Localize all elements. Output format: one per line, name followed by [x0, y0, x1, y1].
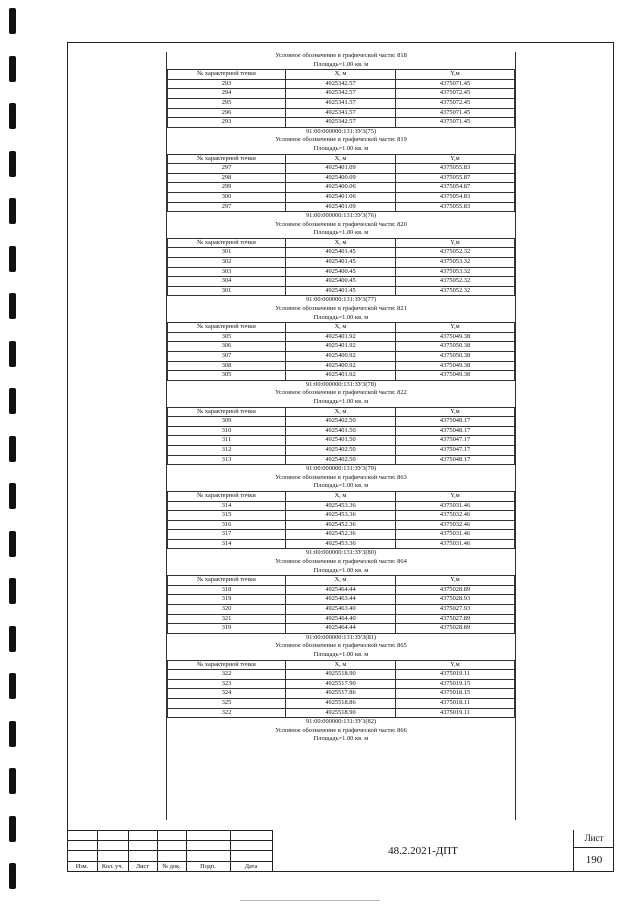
table-row: [168, 342, 515, 352]
point-number: 320: [168, 605, 286, 615]
table-row: [168, 98, 515, 108]
header-x: X, м: [286, 70, 396, 80]
x-coordinate: 4925518.90: [286, 708, 396, 718]
y-coordinate: 4375028.93: [396, 595, 515, 605]
stamp-label-kol-uch: Кол. уч.: [101, 863, 124, 870]
table-row: [168, 89, 515, 99]
x-coordinate: 4925463.40: [286, 605, 396, 615]
x-coordinate: 4925400.09: [286, 173, 396, 183]
section-caption-line: Условное обозначение в графической части: 863: [275, 473, 407, 481]
table-row: [168, 164, 515, 174]
point-number: 305: [168, 371, 286, 381]
y-coordinate: 4375055.83: [396, 202, 515, 212]
table-header-row: [168, 576, 515, 586]
table-row: [168, 286, 515, 296]
y-coordinate: 4375048.17: [396, 417, 515, 427]
header-y: Y,м: [396, 407, 515, 417]
x-coordinate: 4925400.92: [286, 361, 396, 371]
y-coordinate: 4375018.15: [396, 689, 515, 699]
coordinates-table: [167, 322, 515, 381]
point-number: 323: [168, 679, 286, 689]
point-number: 314: [168, 539, 286, 549]
point-number: 312: [168, 445, 286, 455]
y-coordinate: 4375052.32: [396, 248, 515, 258]
x-coordinate: 4925401.92: [286, 342, 396, 352]
binding-hole-mark: [9, 293, 16, 319]
section-caption-line: 91:00:000000:131:ЗУ3(75): [305, 127, 377, 135]
point-number: 306: [168, 342, 286, 352]
section-caption-line: Условное обозначение в графической части: 819: [275, 136, 407, 144]
header-point: № характерной точки: [168, 576, 286, 586]
header-x: X, м: [286, 491, 396, 501]
table-row: [168, 202, 515, 212]
table-header-row: [168, 323, 515, 333]
x-coordinate: 4925401.92: [286, 332, 396, 342]
point-number: 314: [168, 501, 286, 511]
y-coordinate: 4375028.89: [396, 624, 515, 634]
plot-section: [167, 549, 515, 633]
header-y: Y,м: [396, 491, 515, 501]
table-row: [168, 670, 515, 680]
header-x: X, м: [286, 323, 396, 333]
table-row: [168, 352, 515, 362]
table-row: [168, 614, 515, 624]
y-coordinate: 4375050.38: [396, 342, 515, 352]
point-number: 298: [168, 173, 286, 183]
point-number: 311: [168, 436, 286, 446]
section-caption-line: Площадь=1.00 кв. м: [313, 735, 369, 743]
x-coordinate: 4925464.44: [286, 585, 396, 595]
y-coordinate: 4375019.11: [396, 708, 515, 718]
binding-hole-mark: [9, 816, 16, 842]
sheet-label: Лист: [584, 833, 604, 843]
x-coordinate: 4925401.92: [286, 371, 396, 381]
section-caption-line: Условное обозначение в графической части: 864: [275, 558, 407, 566]
header-point: № характерной точки: [168, 407, 286, 417]
x-coordinate: 4925342.57: [286, 79, 396, 89]
header-y: Y,м: [396, 576, 515, 586]
x-coordinate: 4925400.06: [286, 183, 396, 193]
x-coordinate: 4925518.90: [286, 670, 396, 680]
section-caption-line: 91:00:000000:131:ЗУ3(78): [305, 380, 377, 388]
point-number: 299: [168, 183, 286, 193]
table-header-row: [168, 70, 515, 80]
y-coordinate: 4375018.11: [396, 698, 515, 708]
x-coordinate: 4925464.44: [286, 624, 396, 634]
table-row: [168, 426, 515, 436]
coordinates-table: [167, 491, 515, 550]
coordinates-table: [167, 238, 515, 297]
section-caption-line: Условное обозначение в графической части: 820: [275, 220, 407, 228]
x-coordinate: 4925402.50: [286, 445, 396, 455]
header-x: X, м: [286, 238, 396, 248]
plot-section: [167, 212, 515, 296]
header-y: Y,м: [396, 323, 515, 333]
y-coordinate: 4375050.38: [396, 352, 515, 362]
point-number: 301: [168, 286, 286, 296]
section-caption-line: 91:00:000000:131:ЗУ3(76): [305, 212, 377, 220]
table-header-row: [168, 491, 515, 501]
y-coordinate: 4375052.32: [396, 277, 515, 287]
binding-hole-mark: [9, 768, 16, 794]
section-caption-line: Условное обозначение в графической части: 821: [275, 305, 407, 313]
binding-hole-mark: [9, 246, 16, 272]
y-coordinate: 4375052.32: [396, 286, 515, 296]
point-number: 293: [168, 118, 286, 128]
point-number: 294: [168, 89, 286, 99]
x-coordinate: 4925400.45: [286, 267, 396, 277]
table-row: [168, 698, 515, 708]
table-row: [168, 689, 515, 699]
y-coordinate: 4375028.89: [396, 585, 515, 595]
table-header-row: [168, 660, 515, 670]
y-coordinate: 4375053.32: [396, 258, 515, 268]
binding-hole-mark: [9, 8, 16, 34]
section-caption-line: Площадь=1.00 кв. м: [313, 397, 369, 405]
table-row: [168, 277, 515, 287]
x-coordinate: 4925453.36: [286, 501, 396, 511]
point-number: 318: [168, 585, 286, 595]
header-x: X, м: [286, 154, 396, 164]
y-coordinate: 4375027.93: [396, 605, 515, 615]
stamp-label-n-dok: № док.: [162, 863, 181, 870]
section-caption-line: 91:00:000000:131:ЗУ3(80): [305, 549, 377, 557]
point-number: 325: [168, 698, 286, 708]
x-coordinate: 4925453.36: [286, 539, 396, 549]
coordinates-listing: [166, 52, 516, 820]
section-caption-line: Условное обозначение в графической части: 822: [275, 389, 407, 397]
stamp-labels: [67, 861, 272, 872]
y-coordinate: 4375048.17: [396, 455, 515, 465]
y-coordinate: 4375031.46: [396, 501, 515, 511]
table-header-row: [168, 154, 515, 164]
point-number: 316: [168, 520, 286, 530]
x-coordinate: 4925401.09: [286, 164, 396, 174]
point-number: 305: [168, 332, 286, 342]
section-caption-line: 91:00:000000:131:ЗУ3(79): [305, 465, 377, 473]
y-coordinate: 4375071.45: [396, 118, 515, 128]
plot-section: [167, 381, 515, 465]
table-row: [168, 436, 515, 446]
x-coordinate: 4925401.45: [286, 248, 396, 258]
header-y: Y,м: [396, 154, 515, 164]
plot-section: [167, 634, 515, 718]
binding-hole-mark: [9, 388, 16, 414]
y-coordinate: 4375054.83: [396, 192, 515, 202]
table-row: [168, 417, 515, 427]
binding-hole-mark: [9, 626, 16, 652]
point-number: 317: [168, 530, 286, 540]
table-header-row: [168, 407, 515, 417]
x-coordinate: 4925464.40: [286, 614, 396, 624]
y-coordinate: 4375019.15: [396, 679, 515, 689]
point-number: 307: [168, 352, 286, 362]
table-row: [168, 192, 515, 202]
table-row: [168, 332, 515, 342]
plot-section: [167, 128, 515, 212]
y-coordinate: 4375027.89: [396, 614, 515, 624]
binding-hole-mark: [9, 721, 16, 747]
section-caption-line: Условное обозначение в графической части: 866: [275, 726, 407, 734]
x-coordinate: 4925401.50: [286, 426, 396, 436]
point-number: 297: [168, 202, 286, 212]
plot-section: [167, 52, 515, 128]
document-code: 48.2.2021-ДПТ: [388, 845, 458, 857]
table-row: [168, 108, 515, 118]
y-coordinate: 4375032.46: [396, 520, 515, 530]
stamp-label-data: Дата: [244, 863, 258, 870]
y-coordinate: 4375071.45: [396, 108, 515, 118]
x-coordinate: 4925452.36: [286, 530, 396, 540]
header-y: Y,м: [396, 660, 515, 670]
binding-hole-mark: [9, 151, 16, 177]
table-header-row: [168, 238, 515, 248]
point-number: 321: [168, 614, 286, 624]
x-coordinate: 4925453.36: [286, 511, 396, 521]
point-number: 319: [168, 595, 286, 605]
header-point: № характерной точки: [168, 491, 286, 501]
table-row: [168, 371, 515, 381]
coordinates-table: [167, 407, 515, 466]
coordinates-table: [167, 154, 515, 213]
coordinates-table: [167, 660, 515, 719]
table-row: [168, 267, 515, 277]
table-row: [168, 530, 515, 540]
x-coordinate: 4925401.45: [286, 258, 396, 268]
point-number: 322: [168, 670, 286, 680]
binding-hole-mark: [9, 56, 16, 82]
x-coordinate: 4925401.45: [286, 286, 396, 296]
y-coordinate: 4375072.45: [396, 89, 515, 99]
y-coordinate: 4375019.11: [396, 670, 515, 680]
table-row: [168, 511, 515, 521]
y-coordinate: 4375053.32: [396, 267, 515, 277]
table-row: [168, 520, 515, 530]
point-number: 304: [168, 277, 286, 287]
section-caption-line: Условное обозначение в графической части: 865: [275, 642, 407, 650]
table-row: [168, 455, 515, 465]
binding-hole-mark: [9, 436, 16, 462]
point-number: 303: [168, 267, 286, 277]
point-number: 297: [168, 164, 286, 174]
table-row: [168, 183, 515, 193]
y-coordinate: 4375032.46: [396, 511, 515, 521]
scan-artifact: [240, 900, 380, 901]
y-coordinate: 4375031.46: [396, 530, 515, 540]
y-coordinate: 4375047.17: [396, 445, 515, 455]
point-number: 301: [168, 248, 286, 258]
x-coordinate: 4925342.57: [286, 89, 396, 99]
table-row: [168, 248, 515, 258]
point-number: 300: [168, 192, 286, 202]
table-row: [168, 361, 515, 371]
point-number: 322: [168, 708, 286, 718]
point-number: 308: [168, 361, 286, 371]
section-caption-line: 91:00:000000:131:ЗУ3(77): [305, 296, 377, 304]
y-coordinate: 4375048.17: [396, 426, 515, 436]
header-point: № характерной точки: [168, 660, 286, 670]
point-number: 310: [168, 426, 286, 436]
header-x: X, м: [286, 660, 396, 670]
x-coordinate: 4925342.57: [286, 118, 396, 128]
table-row: [168, 679, 515, 689]
binding-hole-mark: [9, 341, 16, 367]
point-number: 315: [168, 511, 286, 521]
binding-hole-mark: [9, 103, 16, 129]
x-coordinate: 4925401.09: [286, 202, 396, 212]
table-row: [168, 585, 515, 595]
section-caption-line: Площадь=1.00 кв. м: [313, 651, 369, 658]
y-coordinate: 4375049.38: [396, 371, 515, 381]
table-row: [168, 118, 515, 128]
y-coordinate: 4375031.46: [396, 539, 515, 549]
point-number: 302: [168, 258, 286, 268]
y-coordinate: 4375072.45: [396, 98, 515, 108]
x-coordinate: 4925341.57: [286, 98, 396, 108]
header-y: Y,м: [396, 70, 515, 80]
x-coordinate: 4925401.06: [286, 192, 396, 202]
binding-hole-mark: [9, 198, 16, 224]
section-caption-line: Площадь=1.00 кв. м: [313, 566, 369, 574]
y-coordinate: 4375047.17: [396, 436, 515, 446]
x-coordinate: 4925518.86: [286, 698, 396, 708]
table-row: [168, 708, 515, 718]
table-row: [168, 605, 515, 615]
sheet-number: 190: [585, 854, 603, 866]
table-row: [168, 595, 515, 605]
point-number: 319: [168, 624, 286, 634]
binding-hole-mark: [9, 863, 16, 889]
x-coordinate: 4925401.50: [286, 436, 396, 446]
x-coordinate: 4925400.45: [286, 277, 396, 287]
table-row: [168, 173, 515, 183]
plot-section: [167, 465, 515, 549]
header-x: X, м: [286, 407, 396, 417]
table-row: [168, 539, 515, 549]
binding-marks: [0, 0, 22, 905]
header-point: № характерной точки: [168, 70, 286, 80]
stamp-label-izm: Изм.: [75, 863, 89, 870]
binding-hole-mark: [9, 531, 16, 557]
coordinates-table: [167, 69, 515, 128]
x-coordinate: 4925517.90: [286, 679, 396, 689]
y-coordinate: 4375054.87: [396, 183, 515, 193]
plot-section: [167, 296, 515, 380]
point-number: 324: [168, 689, 286, 699]
y-coordinate: 4375071.45: [396, 79, 515, 89]
header-point: № характерной точки: [168, 323, 286, 333]
x-coordinate: 4925463.44: [286, 595, 396, 605]
section-caption-line: Площадь=1.00 кв. м: [313, 144, 369, 152]
y-coordinate: 4375055.87: [396, 173, 515, 183]
y-coordinate: 4375049.38: [396, 332, 515, 342]
binding-hole-mark: [9, 483, 16, 509]
section-caption-line: 91:00:000000:131:ЗУ3(82): [305, 718, 377, 726]
x-coordinate: 4925402.50: [286, 455, 396, 465]
section-caption-line: Площадь=1.00 кв. м: [313, 313, 369, 321]
point-number: 296: [168, 108, 286, 118]
point-number: 295: [168, 98, 286, 108]
header-x: X, м: [286, 576, 396, 586]
section-caption-line: Площадь=1.00 кв. м: [313, 60, 369, 68]
stamp-label-podp: Подп.: [200, 863, 216, 870]
section-caption-line: Площадь=1.00 кв. м: [313, 229, 369, 237]
x-coordinate: 4925400.92: [286, 352, 396, 362]
header-y: Y,м: [396, 238, 515, 248]
binding-hole-mark: [9, 673, 16, 699]
point-number: 293: [168, 79, 286, 89]
binding-hole-mark: [9, 578, 16, 604]
stamp-label-list: Лист: [135, 863, 150, 870]
coordinates-table: [167, 575, 515, 634]
y-coordinate: 4375055.83: [396, 164, 515, 174]
table-row: [168, 501, 515, 511]
table-row: [168, 79, 515, 89]
table-row: [168, 624, 515, 634]
y-coordinate: 4375049.38: [396, 361, 515, 371]
table-row: [168, 445, 515, 455]
x-coordinate: 4925402.50: [286, 417, 396, 427]
x-coordinate: 4925341.57: [286, 108, 396, 118]
point-number: 313: [168, 455, 286, 465]
x-coordinate: 4925517.86: [286, 689, 396, 699]
plot-section: [167, 718, 515, 744]
section-caption-line: 91:00:000000:131:ЗУ3(81): [305, 633, 377, 641]
header-point: № характерной точки: [168, 238, 286, 248]
section-caption-line: Условное обозначение в графической части: 818: [275, 52, 407, 59]
title-block-revisions: [67, 830, 272, 872]
section-caption-line: Площадь=1.00 кв. м: [313, 482, 369, 490]
x-coordinate: 4925452.36: [286, 520, 396, 530]
header-point: № характерной точки: [168, 154, 286, 164]
table-row: [168, 258, 515, 268]
point-number: 309: [168, 417, 286, 427]
